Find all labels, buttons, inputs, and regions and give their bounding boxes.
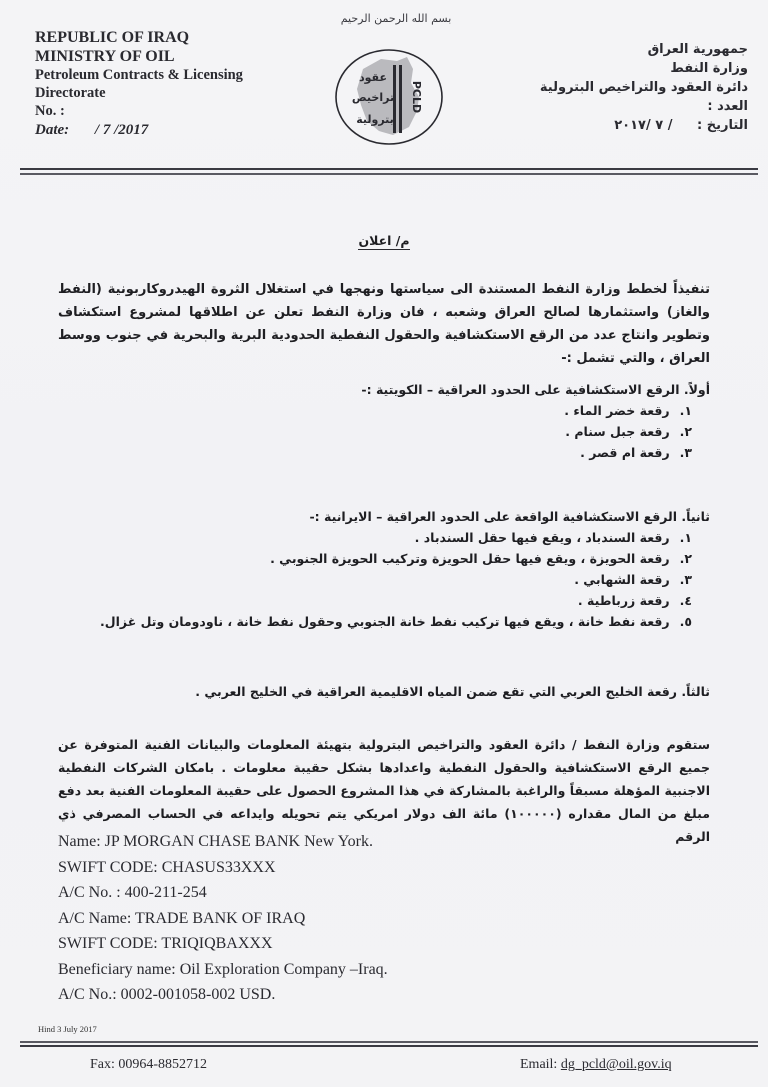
list-item: ٢. رقعة جبل سنام . xyxy=(565,424,692,439)
footer-divider xyxy=(20,1041,758,1047)
list-item: ١. رقعة السندباد ، ويقع فيها حقل السندباد . xyxy=(414,530,692,545)
country-name-en: REPUBLIC OF IRAQ xyxy=(35,29,190,46)
svg-text:عقود: عقود xyxy=(359,71,387,84)
svg-text:تراخيص: تراخيص xyxy=(351,91,395,104)
directorate-name-en-line1: Petroleum Contracts & Licensing xyxy=(35,67,243,83)
pcld-logo-icon xyxy=(333,47,445,147)
section-heading: أولاً. الرقع الاستكشافية على الحدود العراقية – الكويتية :- xyxy=(361,382,710,397)
date-label-ar: التاريخ : xyxy=(697,118,748,133)
list-item: ٥. رقعة نفط خانة ، ويقع فيها تركيب نفط خانة الجنوبي وحقول نفط خانة ، ناودومان وتل غزال. xyxy=(100,614,692,629)
section-arabian-gulf-block xyxy=(195,681,710,702)
country-name-ar: جمهورية العراق xyxy=(647,42,748,57)
list-item: ٣. رقعة الشهابي . xyxy=(574,572,692,587)
bank-details xyxy=(58,829,388,1008)
beneficiary-name: Beneficiary name: Oil Exploration Company –Iraq. xyxy=(58,960,388,978)
account-swift-code: SWIFT CODE: TRIQIQBAXXX xyxy=(58,935,273,952)
english-letterhead xyxy=(35,28,243,140)
email-contact xyxy=(520,1057,672,1073)
date-ar xyxy=(540,116,748,135)
reference-number-ar: العدد : xyxy=(707,99,748,114)
section-kuwait-border-blocks xyxy=(361,379,710,463)
email-label: Email: xyxy=(520,1057,561,1072)
svg-text:PCLD: PCLD xyxy=(410,80,423,114)
reference-note: Hind 3 July 2017 xyxy=(38,1024,97,1034)
bismillah-calligraphy: بسم الله الرحمن الرحيم xyxy=(340,12,452,25)
payment-paragraph: ستقوم وزارة النفط / دائرة العقود والتراخيص البترولية بتهيئة المعلومات والبيانات الفنية المتوفرة عن جميع الرقع الاستكشافية والحقول النفطية واعدادها بشكل حقيبة معلومات . بامكان الشركات النفطية الاجنبية المؤهلة مسبقاً والراغبة بالمشاركة في هذا المشروع الحصول على حقيبة المعلومات الفنية بعد دفع مبلغ من المال مقداره (١٠٠٠٠٠) مائة الف دولار امريكي يتم تحويله وايداعه في الحساب المصرفي ذي الرقم xyxy=(58,737,710,844)
date-en xyxy=(35,120,243,140)
email-link[interactable]: dg_pcld@oil.gov.iq xyxy=(560,1057,672,1072)
arabic-letterhead xyxy=(540,40,748,135)
announcement-title-text: م/ اعلان xyxy=(358,233,410,248)
section-iran-border-blocks xyxy=(100,506,710,632)
date-value-en: / 7 /2017 xyxy=(94,122,149,138)
ministry-name-en: MINISTRY OF OIL xyxy=(35,48,175,65)
directorate-name-ar: دائرة العقود والتراخيص البترولية xyxy=(539,80,748,95)
directorate-name-en-line2: Directorate xyxy=(35,85,106,101)
intro-paragraph: تنفيذاً لخطط وزارة النفط المستندة الى سياستها ونهجها في استغلال الثروة الهيدروكاربونية (النفط والغاز) واستثمارها لصالح العراق وشعبه ، فان وزارة النفط تعلن عن اطلاقها لمشروع استكشاف وتطوير وانتاج عدد من الرقع الاستكشافية والحقول النفطية الحدودية البرية والبحرية في جنوب ووسط العراق ، والتي تشمل :- xyxy=(58,282,710,366)
bank-account-number: A/C No. : 400-211-254 xyxy=(58,884,207,901)
date-label-en: Date: xyxy=(35,122,70,138)
date-value-ar: / ٧ /٢٠١٧ xyxy=(614,118,673,133)
fax-number: Fax: 00964-8852712 xyxy=(90,1057,208,1072)
bank-swift-code: SWIFT CODE: CHASUS33XXX xyxy=(58,858,276,876)
section-heading: ثالثاً. رقعة الخليج العربي التي تقع ضمن المياه الاقليمية العراقية في الخليج العربي . xyxy=(195,684,710,699)
list-item: ٣. رقعة ام قصر . xyxy=(580,445,692,460)
list-item: ١. رقعة خضر الماء . xyxy=(564,403,692,418)
ministry-name-ar: وزارة النفط xyxy=(670,61,748,76)
announcement-title xyxy=(0,233,768,248)
list-item: ٢. رقعة الحويزة ، ويقع فيها حقل الحويزة وتركيب الحويزة الجنوبي . xyxy=(270,551,692,566)
svg-text:بترولية: بترولية xyxy=(356,113,394,126)
account-name: A/C Name: TRADE BANK OF IRAQ xyxy=(58,909,306,927)
reference-number-en: No. : xyxy=(35,103,65,119)
block-list xyxy=(361,400,710,463)
header-divider xyxy=(20,168,758,175)
bank-name: Name: JP MORGAN CHASE BANK New York. xyxy=(58,833,373,850)
block-list xyxy=(100,527,710,632)
beneficiary-account-number: A/C No.: 0002-001058-002 USD. xyxy=(58,986,276,1003)
section-heading: ثانياً. الرقع الاستكشافية الواقعة على الحدود العراقية – الايرانية :- xyxy=(309,509,710,524)
list-item: ٤. رقعة زرباطية . xyxy=(577,593,692,608)
